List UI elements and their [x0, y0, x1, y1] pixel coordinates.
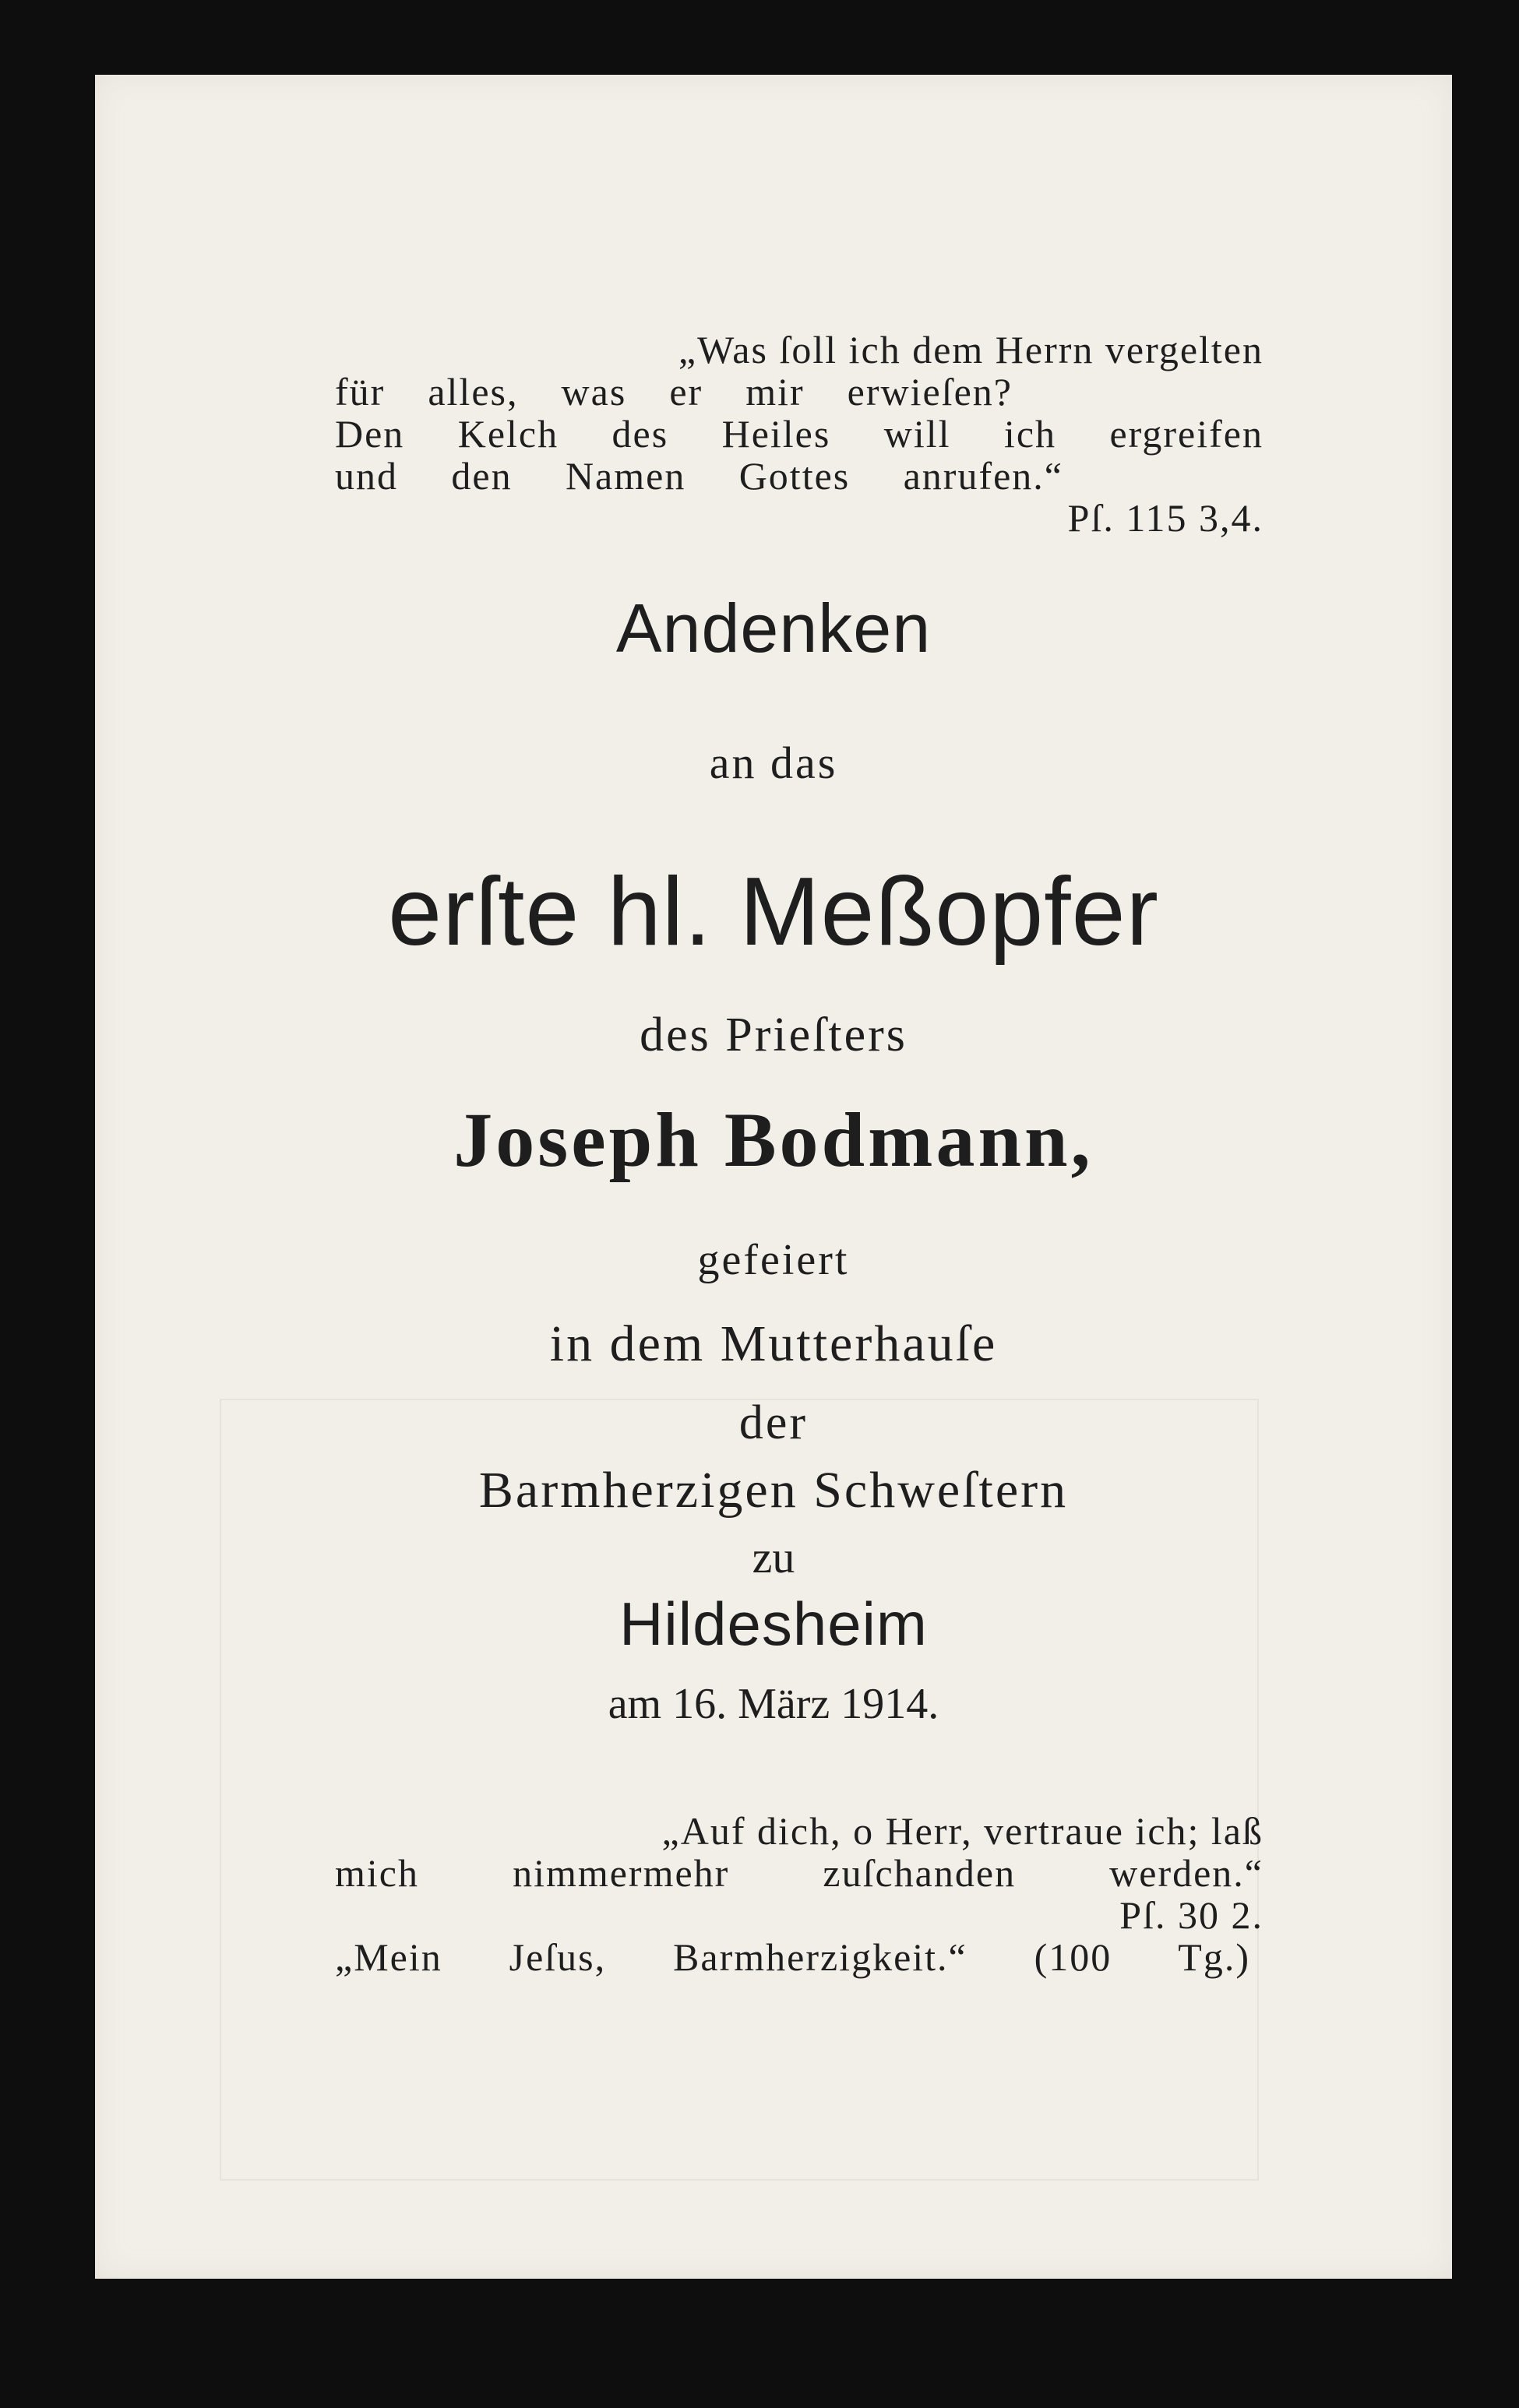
- line-an-das: an das: [709, 738, 838, 788]
- line-priest: des Prieſters: [640, 1009, 908, 1061]
- line-der: der: [738, 1396, 809, 1449]
- line-order: Barmherzigen Schweſtern: [478, 1462, 1069, 1519]
- main-heading: erſte hl. Meßopfer: [388, 858, 1159, 966]
- verse-line: mich nimmermehr zuſchanden werden.“: [335, 1851, 1263, 1895]
- verse-reference: Pſ. 30 2.: [1119, 1893, 1263, 1937]
- line-gefeiert: gefeiert: [697, 1236, 850, 1284]
- line-zu: zu: [752, 1532, 795, 1582]
- place-name: Hildesheim: [619, 1589, 928, 1658]
- prayer-line: „Mein Jeſus, Barmherzigkeit.“ (100 Tg.): [335, 1935, 1250, 1979]
- verse-line: und den Namen Gottes anrufen.“: [335, 454, 1063, 498]
- priest-name: Joseph Bodmann,: [453, 1097, 1094, 1183]
- verse-line: für alles, was er mir erwieſen?: [335, 370, 1013, 414]
- top-verse: [335, 329, 1263, 539]
- memorial-card: [95, 75, 1452, 2279]
- line-mutterhaus: in dem Mutterhauſe: [549, 1315, 998, 1372]
- verse-line: Den Kelch des Heiles will ich ergreifen: [335, 412, 1263, 456]
- service-date: am 16. März 1914.: [608, 1680, 939, 1728]
- card-title: Andenken: [615, 590, 932, 667]
- verse-line: „Auf dich, o Herr, vertraue ich; laß: [661, 1809, 1263, 1853]
- verse-line: „Was ſoll ich dem Herrn vergelten: [678, 328, 1263, 371]
- bottom-verse: [335, 1810, 1263, 1978]
- verse-reference: Pſ. 115 3,4.: [1067, 496, 1263, 540]
